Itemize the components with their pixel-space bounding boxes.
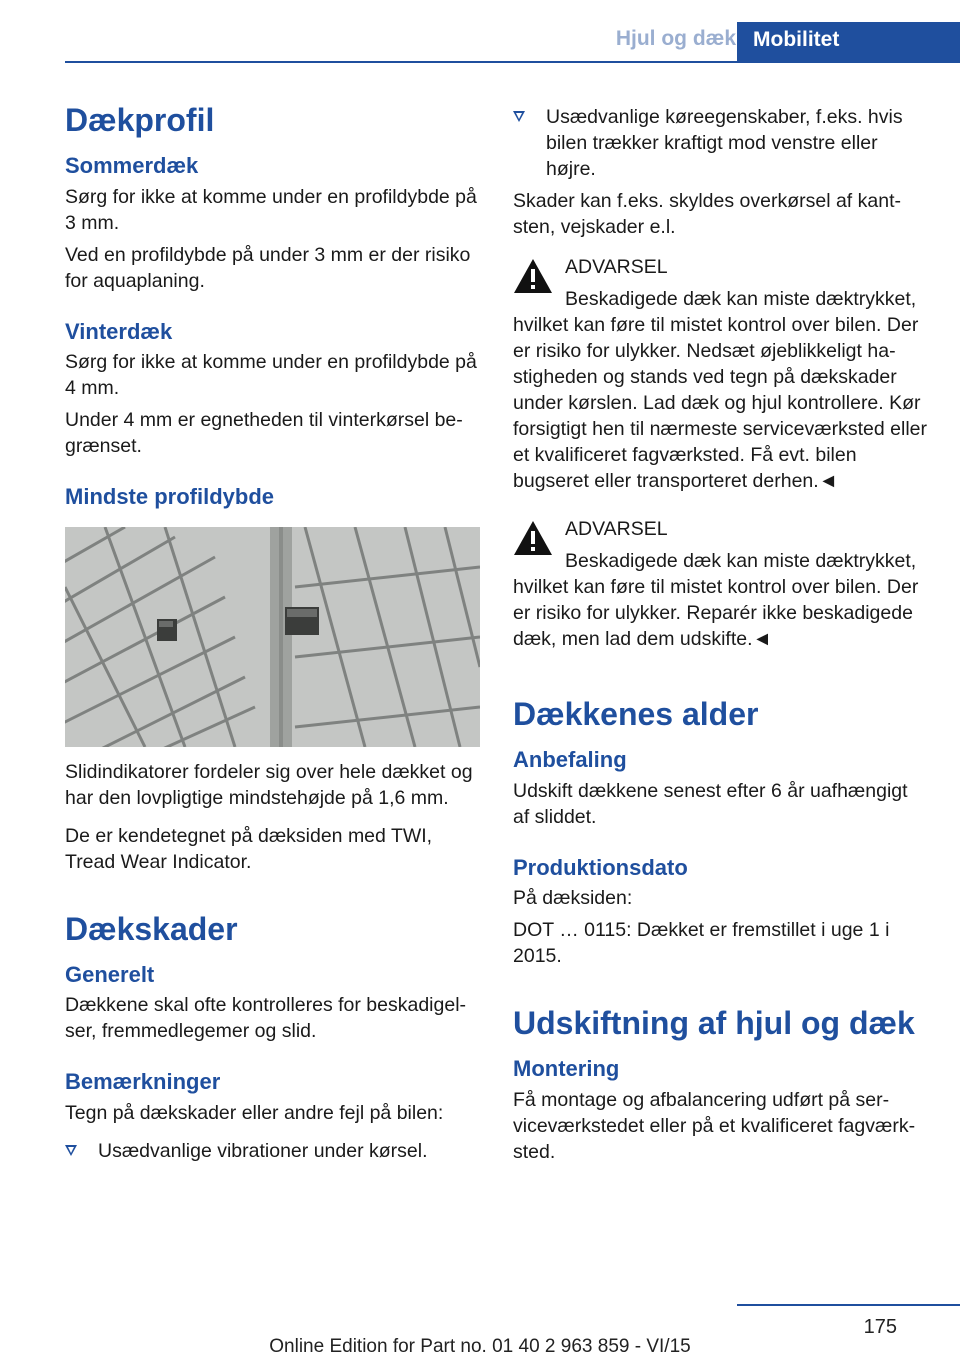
paragraph-produktion-1: På dæksiden: <box>513 887 633 909</box>
paragraph-vinter-2: Under 4 mm er egnetheden til vinterkørsel begrænset. <box>65 409 463 457</box>
heading-daekkenes-alder: Dækkenes alder <box>513 696 759 732</box>
tire-tread-image <box>65 527 480 747</box>
warning-text: hvilket kan føre til mistet kontrol over bilen. Der er risiko for ulykker. Reparér ikke beskadigede dæk, men lad dem udskifte.◄ <box>513 576 919 650</box>
heading-vinterdaek: Vinterdæk <box>65 318 173 344</box>
bullet-triangle-icon <box>65 1145 77 1156</box>
header-rule <box>65 61 960 63</box>
left-column <box>65 90 480 1164</box>
warning-label: ADVARSEL <box>565 256 668 278</box>
warning-text: hvilket kan føre til mistet kontrol over bilen. Der er risiko for ulykker. Nedsæt øjeblikkeligt hastigheden og stands ved tegn på dækskader under kørslen. Lad dæk og hjul kontrollere. Kør forsigtigt hen til nærmeste serviceværksted eller et kvalificeret fagværksted. Få evt. bilen bugseret eller transporteret derhen.◄ <box>513 314 927 492</box>
warning-text-first-line: Beskadigede dæk kan miste dæktrykket, <box>565 288 917 310</box>
warning-text-first-line: Beskadigede dæk kan miste dæktrykket, <box>565 550 917 572</box>
heading-daekprofil: Dækprofil <box>65 102 215 138</box>
warning-triangle-icon <box>513 520 553 556</box>
list-item-text: Usædvanlige køreegenskaber, f.eks. hvis bilen trækker kraftigt mod venstre eller højre. <box>546 106 903 180</box>
paragraph-slid-1: Slidindikatorer fordeler sig over hele dækket og har den lovpligtige mindstehøjde på 1,6 mm. <box>65 760 473 809</box>
tire-tread-illustration <box>65 527 480 747</box>
paragraph-sommer-2: Ved en profildybde på under 3 mm er der risiko for aquaplaning. <box>65 243 471 292</box>
warning-block-2 <box>513 516 928 652</box>
paragraph-vinter-1: Sørg for ikke at komme under en profildybde på 4 mm. <box>65 351 477 399</box>
paragraph-sommer-1: Sørg for ikke at komme under en profildybde på 3 mm. <box>65 185 477 234</box>
paragraph-skader: Skader kan f.eks. skyldes overkørsel af kantsten, vejskader e.l. <box>513 190 901 238</box>
page-number: 175 <box>863 1316 897 1338</box>
edition-line: Online Edition for Part no. 01 40 2 963 859 - VI/15 <box>269 1336 691 1357</box>
warning-label: ADVARSEL <box>565 518 668 540</box>
heading-sommerdaek: Sommerdæk <box>65 153 199 178</box>
heading-produktionsdato: Produktionsdato <box>513 854 688 880</box>
heading-daekskader: Dækskader <box>65 910 238 947</box>
footer-rule <box>737 1304 960 1306</box>
paragraph-montering: Få montage og afbalancering udført på serviceværkstedet eller på et kvalificeret fagværksted. <box>513 1088 916 1163</box>
heading-udskiftning: Udskiftning af hjul og dæk <box>513 1005 915 1041</box>
page-header <box>0 0 960 62</box>
header-section-active: Mobilitet <box>737 22 960 62</box>
paragraph-generelt: Dækkene skal ofte kontrolleres for beskadigelser, fremmedlegemer og slid. <box>65 994 467 1042</box>
paragraph-bemaerkninger: Tegn på dækskader eller andre fejl på bilen: <box>65 1101 444 1124</box>
list-item-text: Usædvanlige vibrationer under kørsel. <box>98 1139 428 1162</box>
list-item <box>513 104 928 182</box>
paragraph-anbefaling: Udskift dækkene senest efter 6 år uafhængigt af sliddet. <box>513 779 908 828</box>
warning-block-1 <box>513 254 928 494</box>
paragraph-slid-2: De er kendetegnet på dæksiden med TWI, Tread Wear Indicator. <box>65 824 433 873</box>
heading-bemaerkninger: Bemærkninger <box>65 1069 221 1094</box>
list-item <box>65 1138 480 1164</box>
warning-triangle-icon <box>513 258 553 294</box>
heading-generelt: Generelt <box>65 961 155 987</box>
paragraph-produktion-2: DOT … 0115: Dækket er fremstillet i uge 1 i 2015. <box>513 919 890 967</box>
heading-mindste-profildybde: Mindste profildybde <box>65 484 274 509</box>
header-section-previous: Hjul og dæk <box>615 27 736 50</box>
bullet-triangle-icon <box>513 111 525 122</box>
heading-montering: Montering <box>513 1056 620 1081</box>
right-column <box>513 104 928 1165</box>
heading-anbefaling: Anbefaling <box>513 747 627 772</box>
